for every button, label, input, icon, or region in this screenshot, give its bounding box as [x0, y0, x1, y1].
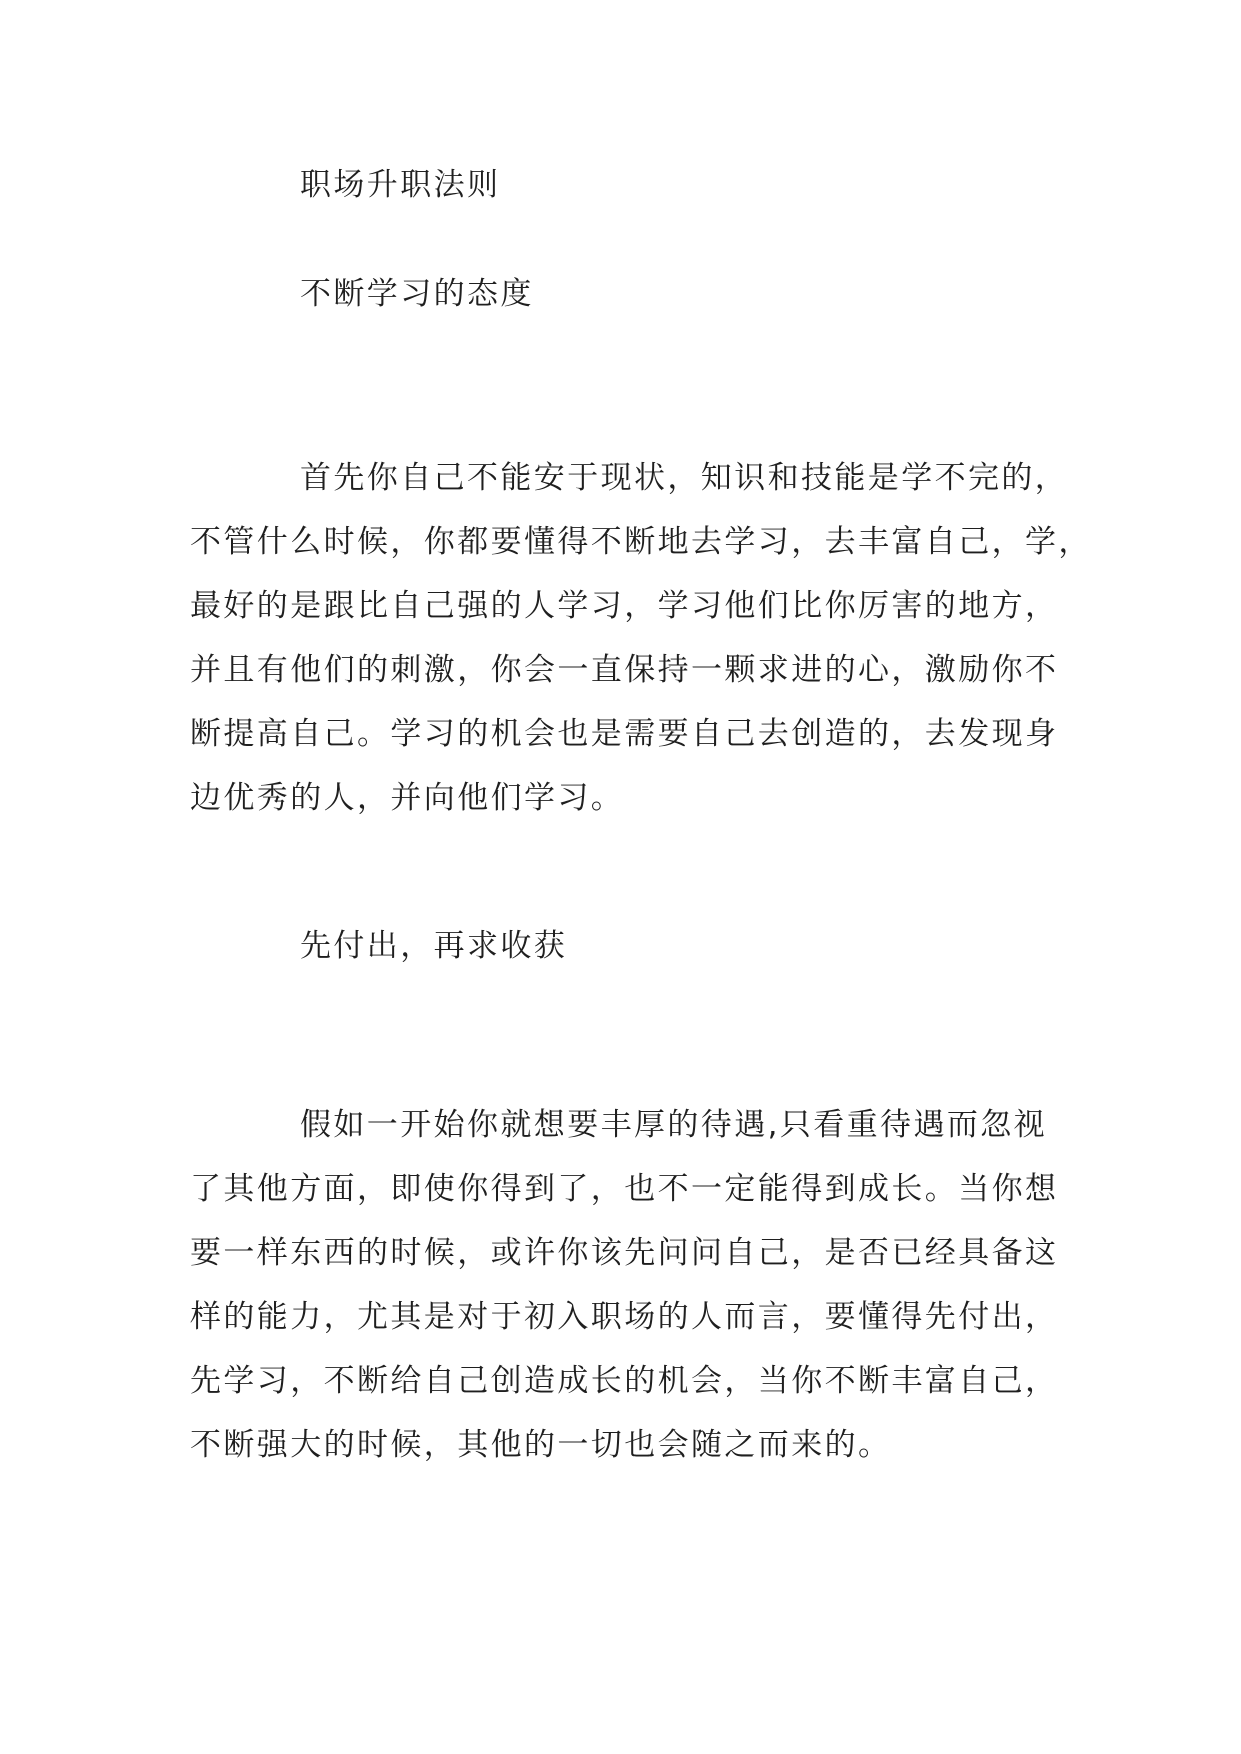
paragraph-line: 边优秀的人，并向他们学习。: [190, 780, 625, 816]
section-paragraph-learning: [190, 446, 1092, 830]
section-heading-giving: 先付出，再求收获: [300, 928, 568, 964]
paragraph-line: 最好的是跟比自己强的人学习，学习他们比你厉害的地方，: [190, 588, 1059, 624]
paragraph-line: 断提高自己。学习的机会也是需要自己去创造的，去发现身: [190, 716, 1059, 752]
paragraph-line: 假如一开始你就想要丰厚的待遇,只看重待遇而忽视: [300, 1107, 1048, 1143]
section-heading-learning: 不断学习的态度: [300, 276, 534, 312]
paragraph-line: 不断强大的时候，其他的一切也会随之而来的。: [190, 1427, 892, 1463]
paragraph-line: 先学习，不断给自己创造成长的机会，当你不断丰富自己，: [190, 1363, 1059, 1399]
paragraph-line: 样的能力，尤其是对于初入职场的人而言，要懂得先付出，: [190, 1299, 1059, 1335]
paragraph-line: 要一样东西的时候，或许你该先问问自己，是否已经具备这: [190, 1235, 1059, 1271]
paragraph-line: 首先你自己不能安于现状，知识和技能是学不完的，: [300, 460, 1069, 496]
section-paragraph-giving: [190, 1093, 1070, 1477]
paragraph-line: 并且有他们的刺激，你会一直保持一颗求进的心，激励你不: [190, 652, 1059, 688]
document-title: 职场升职法则: [300, 167, 501, 203]
paragraph-line: 了其他方面，即使你得到了，也不一定能得到成长。当你想: [190, 1171, 1059, 1207]
paragraph-line: 不管什么时候，你都要懂得不断地去学习，去丰富自己，学，: [190, 524, 1092, 560]
